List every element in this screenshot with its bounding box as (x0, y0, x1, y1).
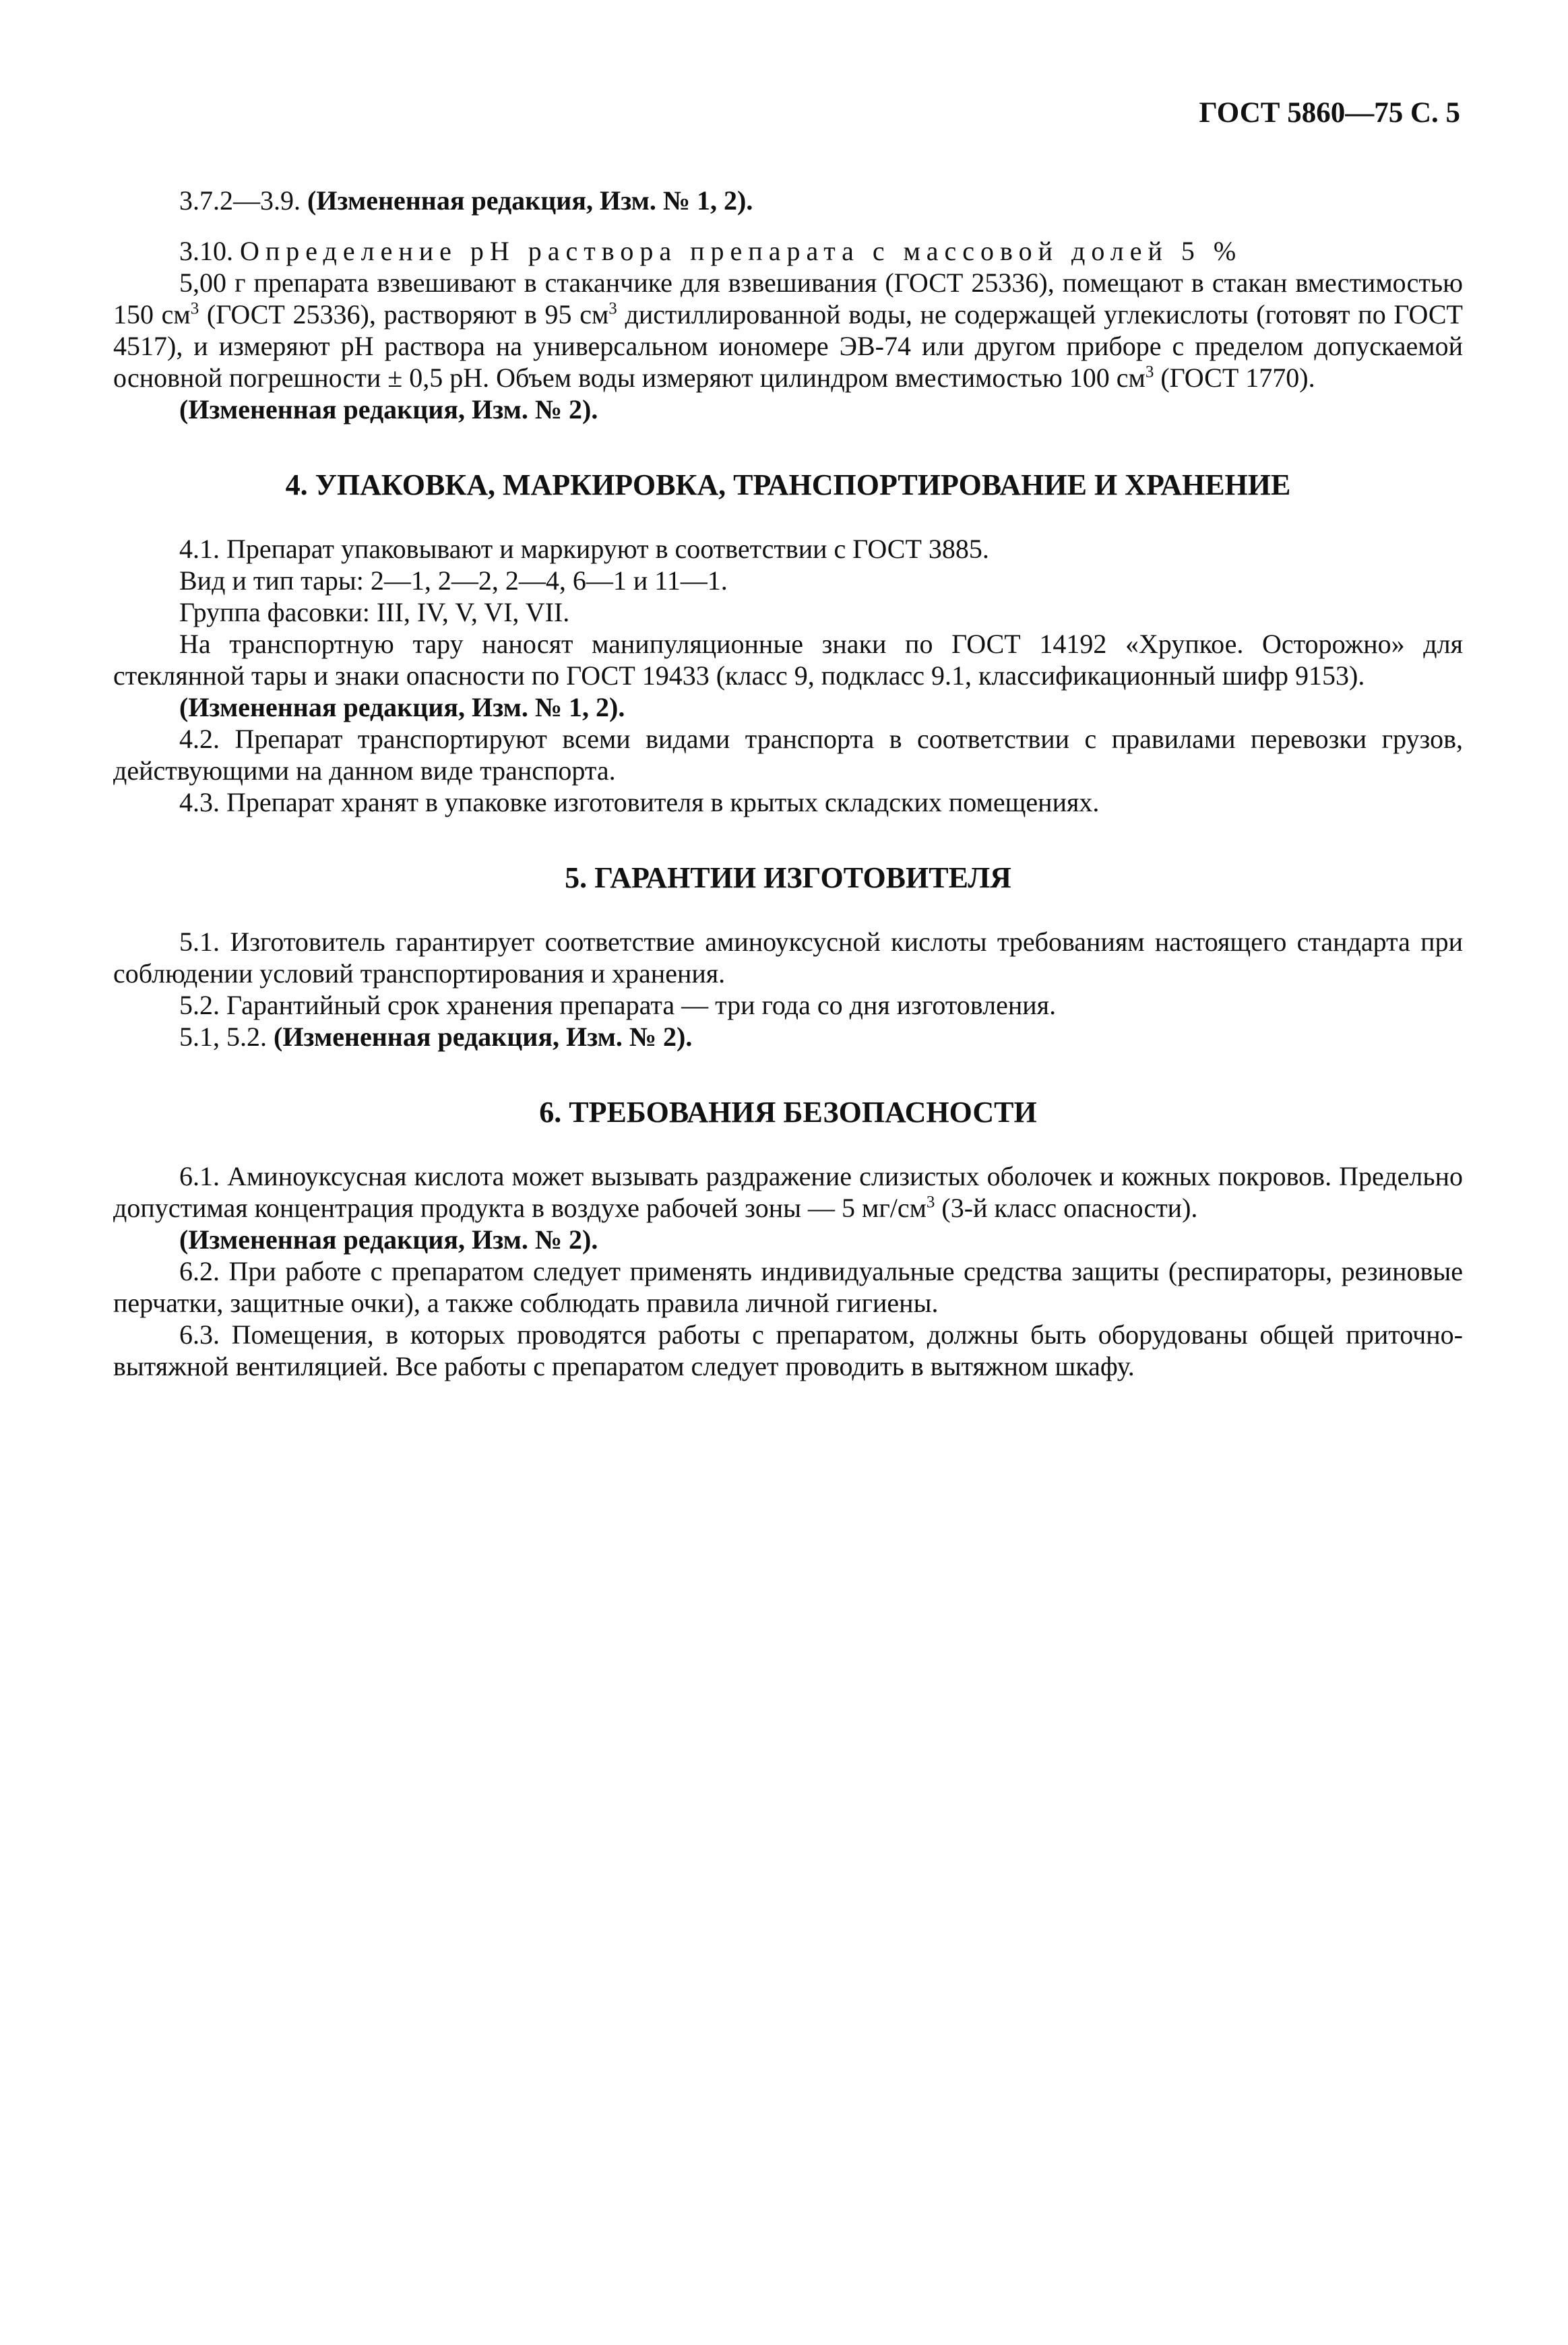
clause-5-2: 5.2. Гарантийный срок хранения препарата — три года со дня изготовления. (179, 990, 1057, 1020)
clause-4-1: 4.1. Препарат упаковывают и маркируют в соответствии с ГОСТ 3885. (179, 534, 989, 564)
clause-6-1: 6.1. Аминоуксусная кислота может вызывать раздражение слизистых оболочек и кожных покровов. Предельно допустимая концентрация продукта в воздухе рабочей зоны — 5 $мг/см^3$ (3-й класс опасности). (113, 1161, 1463, 1223)
clause-4-3: 4.3. Препарат хранят в упаковке изготовителя в крытых складских помещениях. (179, 787, 1100, 817)
clause-6-3: 6.3. Помещения, в которых проводятся работы с препаратом, должны быть оборудованы общей приточно-вытяжной вентиляцией. Все работы с препаратом следует проводить в вытяжном шкафу. (113, 1319, 1463, 1381)
clause-3-10-title (113, 235, 1463, 267)
clause-6-2: 6.2. При работе с препаратом следует применять индивидуальные средства защиты (респираторы, резиновые перчатки, защитные очки), а также соблюдать правила личной гигиены. (113, 1256, 1463, 1318)
document-body (113, 185, 1463, 1382)
clause-3-10-text: 5,00 г препарата взвешивают в стаканчике для взвешивания (ГОСТ 25336), помещают в стакан вместимостью 150 $см^3$ (ГОСТ 25336), растворяют в 95 $см^3$ дистиллированной воды, не содержащей углекислоты (готовят по ГОСТ 4517), и измеряют pH раствора на универсальном иономере ЭВ-74 или другом приборе с пределом допускаемой основной погрешности ± 0,5 pH. Объем воды измеряют цилиндром вместимостью 100 $см^3$ (ГОСТ 1770). (113, 268, 1463, 393)
clause-number: 3.7.2—3.9. (179, 185, 301, 216)
page-header: ГОСТ 5860—75 С. 5 (1199, 97, 1460, 129)
clause-title: Определение pH раствора препарата с массовой долей 5 % (240, 236, 1243, 266)
clause-number: 3.10. (179, 236, 233, 266)
clause-5-1: 5.1. Изготовитель гарантирует соответствие аминоуксусной кислоты требованиям настоящего стандарта при соблюдении условий транспортирования и хранения. (113, 927, 1463, 989)
clause-4-2: 4.2. Препарат транспортируют всеми видами транспорта в соответствии с правилами перевозки грузов, действующими на данном виде транспорта. (113, 724, 1463, 786)
clause-4-1-group: Группа фасовки: III, IV, V, VI, VII. (179, 597, 570, 627)
amendment-note: (Измененная редакция, Изм. № 1, 2). (179, 692, 625, 722)
section-4-heading: 4. УПАКОВКА, МАРКИРОВКА, ТРАНСПОРТИРОВАНИЕ И ХРАНЕНИЕ (285, 468, 1291, 501)
amendment-note: (Измененная редакция, Изм. № 2). (179, 1224, 598, 1255)
section-6-heading: 6. ТРЕБОВАНИЯ БЕЗОПАСНОСТИ (539, 1096, 1037, 1129)
amendment-note: (Измененная редакция, Изм. № 2). (274, 1022, 693, 1052)
clause-5-note (113, 1021, 1463, 1053)
amendment-note: (Измененная редакция, Изм. № 2). (179, 394, 598, 425)
clause-number: 5.1, 5.2. (179, 1022, 267, 1052)
amendment-note: (Измененная редакция, Изм. № 1, 2). (307, 185, 753, 216)
clause-4-1-marking: На транспортную тару наносят манипуляционные знаки по ГОСТ 14192 «Хрупкое. Осторожно» для стеклянной тары и знаки опасности по ГОСТ 19433 (класс 9, подкласс 9.1, классификационный шифр 9153). (113, 629, 1463, 691)
clause-4-1-tare: Вид и тип тары: 2—1, 2—2, 2—4, 6—1 и 11—1. (179, 565, 728, 596)
clause-3-7-2 (113, 185, 1463, 216)
section-5-heading: 5. ГАРАНТИИ ИЗГОТОВИТЕЛЯ (565, 861, 1011, 894)
